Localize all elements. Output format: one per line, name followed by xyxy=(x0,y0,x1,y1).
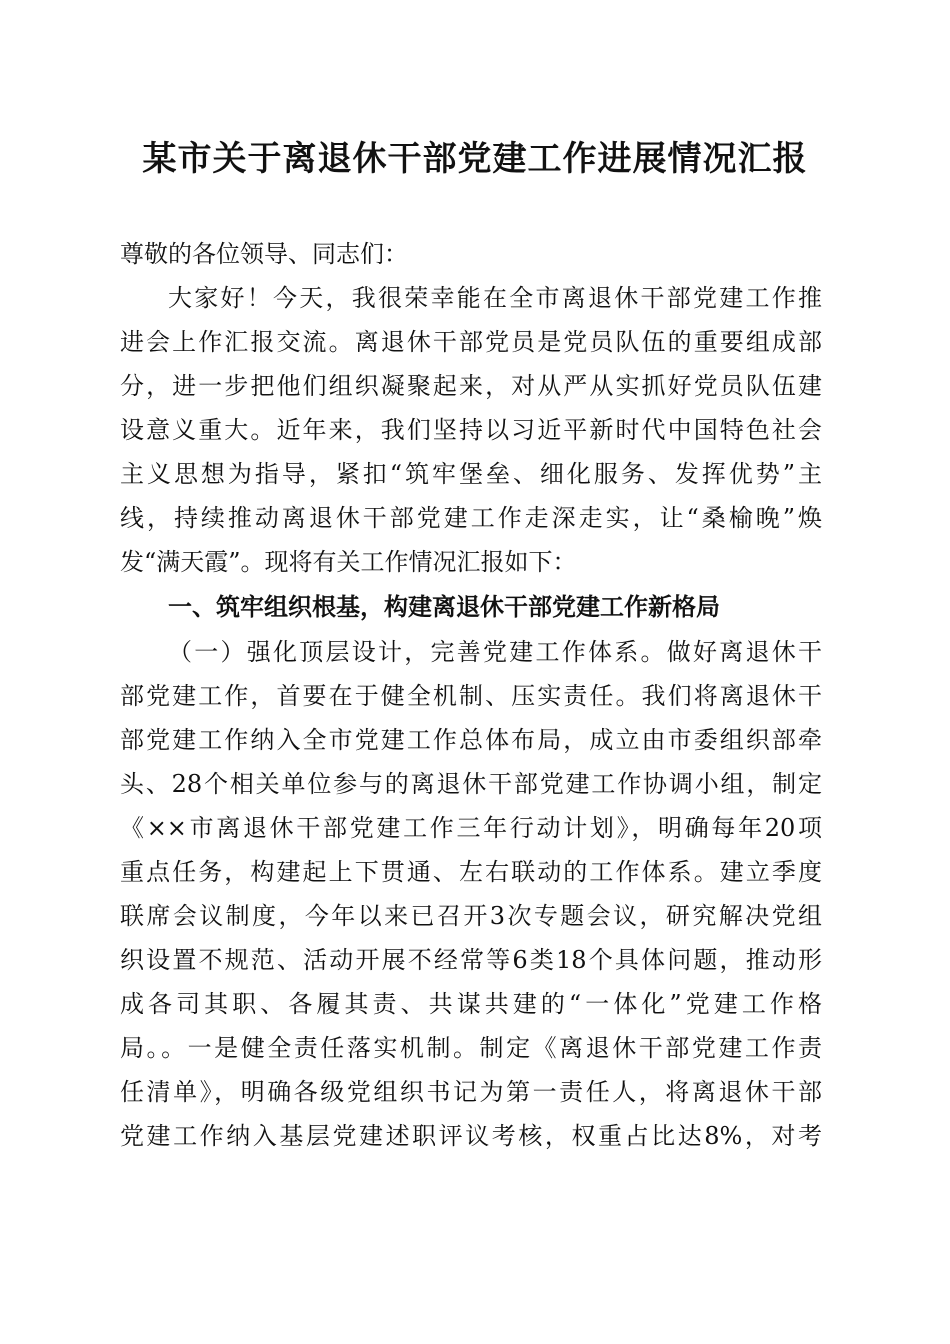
intro-line-7: 发“满天霞”。现将有关工作情况汇报如下： xyxy=(120,548,577,576)
intro-line-6: 线，持续推动离退休干部党建工作走深走实，让“桑榆晚”焕 xyxy=(120,504,822,532)
section1-line-10: 局。。一是健全责任落实机制。制定《离退休干部党建工作责 xyxy=(120,1034,822,1062)
section1-line-11: 任清单》，明确各级党组织书记为第一责任人，将离退休干部 xyxy=(120,1078,822,1106)
intro-line-1: 大家好！今天，我很荣幸能在全市离退休干部党建工作推 xyxy=(168,284,822,312)
section1-line-12: 党建工作纳入基层党建述职评议考核，权重占比达8%，对考 xyxy=(120,1122,822,1150)
intro-line-3: 分，进一步把他们组织凝聚起来，对从严从实抓好党员队伍建 xyxy=(120,372,822,400)
section1-line-5: 《××市离退休干部党建工作三年行动计划》，明确每年20项 xyxy=(120,814,822,842)
section1-line-1: （一）强化顶层设计，完善党建工作体系。做好离退休干 xyxy=(168,638,822,666)
section1-line-4: 头、28个相关单位参与的离退休干部党建工作协调小组，制定 xyxy=(120,770,822,798)
intro-line-2: 进会上作汇报交流。离退休干部党员是党员队伍的重要组成部 xyxy=(120,328,822,356)
section1-line-9: 成各司其职、各履其责、共谋共建的“一体化”党建工作格 xyxy=(120,990,822,1018)
intro-line-4: 设意义重大。近年来，我们坚持以习近平新时代中国特色社会 xyxy=(120,416,822,444)
section1-line-3: 部党建工作纳入全市党建工作总体布局，成立由市委组织部牵 xyxy=(120,726,822,754)
section1-line-6: 重点任务，构建起上下贯通、左右联动的工作体系。建立季度 xyxy=(120,858,822,886)
section1-line-7: 联席会议制度，今年以来已召开3次专题会议，研究解决党组 xyxy=(120,902,822,930)
section1-line-2: 部党建工作，首要在于健全机制、压实责任。我们将离退休干 xyxy=(120,682,822,710)
intro-line-5: 主义思想为指导，紧扣“筑牢堡垒、细化服务、发挥优势”主 xyxy=(120,460,822,488)
section-heading-1: 一、筑牢组织根基，构建离退休干部党建工作新格局 xyxy=(168,592,720,621)
document-title: 某市关于离退休干部党建工作进展情况汇报 xyxy=(142,139,808,179)
section1-line-8: 织设置不规范、活动开展不经常等6类18个具体问题，推动形 xyxy=(120,946,822,974)
salutation: 尊敬的各位领导、同志们： xyxy=(120,240,408,268)
